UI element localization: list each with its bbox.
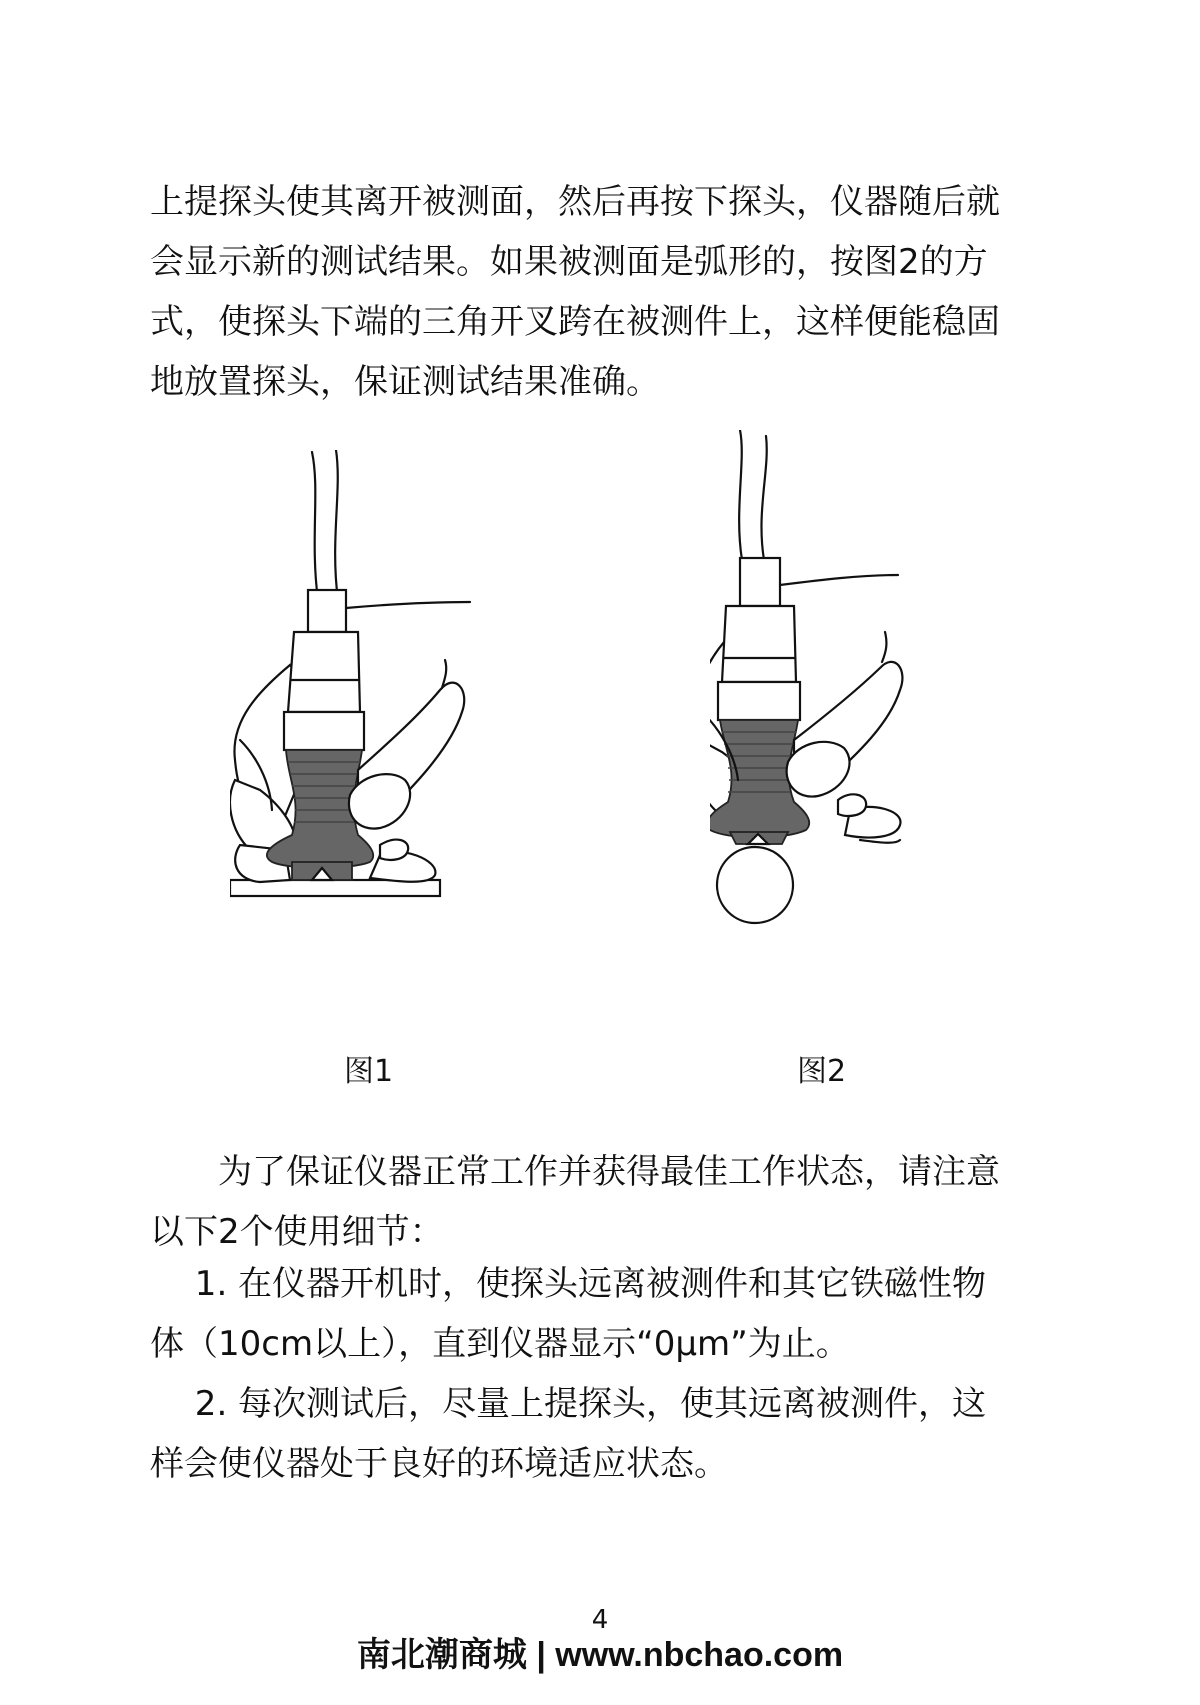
text-line: 样会使仪器处于良好的环境适应状态。 — [150, 1444, 728, 1484]
text-line: 上提探头使其离开被测面，然后再按下探头，仪器随后就 — [150, 182, 1000, 222]
text-line: 1. 在仪器开机时，使探头远离被测件和其它铁磁性物 — [150, 1264, 987, 1304]
text-line: 体（10cm以上），直到仪器显示“0μm”为止。 — [150, 1324, 850, 1364]
figure-2-probe-curved-surface — [710, 430, 1010, 1010]
body-paragraph-2 — [150, 1142, 1050, 1262]
body-paragraph-1 — [150, 172, 1050, 412]
text-line: 地放置探头，保证测试结果准确。 — [150, 362, 660, 402]
text-line: 为了保证仪器正常工作并获得最佳工作状态，请注意 — [150, 1152, 1000, 1192]
note-item-2 — [150, 1374, 1050, 1494]
text-line: 式，使探头下端的三角开叉跨在被测件上，这样便能稳固 — [150, 302, 1000, 342]
figure-2-caption: 图2 — [797, 1054, 847, 1089]
text-line: 以下2个使用细节： — [150, 1212, 444, 1252]
text-line: 2. 每次测试后，尽量上提探头，使其远离被测件，这 — [150, 1384, 987, 1424]
page-number: 4 — [591, 1605, 609, 1635]
note-item-1 — [150, 1254, 1050, 1374]
figure-1-caption: 图1 — [344, 1054, 394, 1089]
text-line: 会显示新的测试结果。如果被测面是弧形的，按图2的方 — [150, 242, 988, 282]
figure-1-probe-flat-surface — [230, 450, 530, 1010]
footer-watermark: 南北潮商城 | www.nbchao.com — [356, 1636, 844, 1674]
